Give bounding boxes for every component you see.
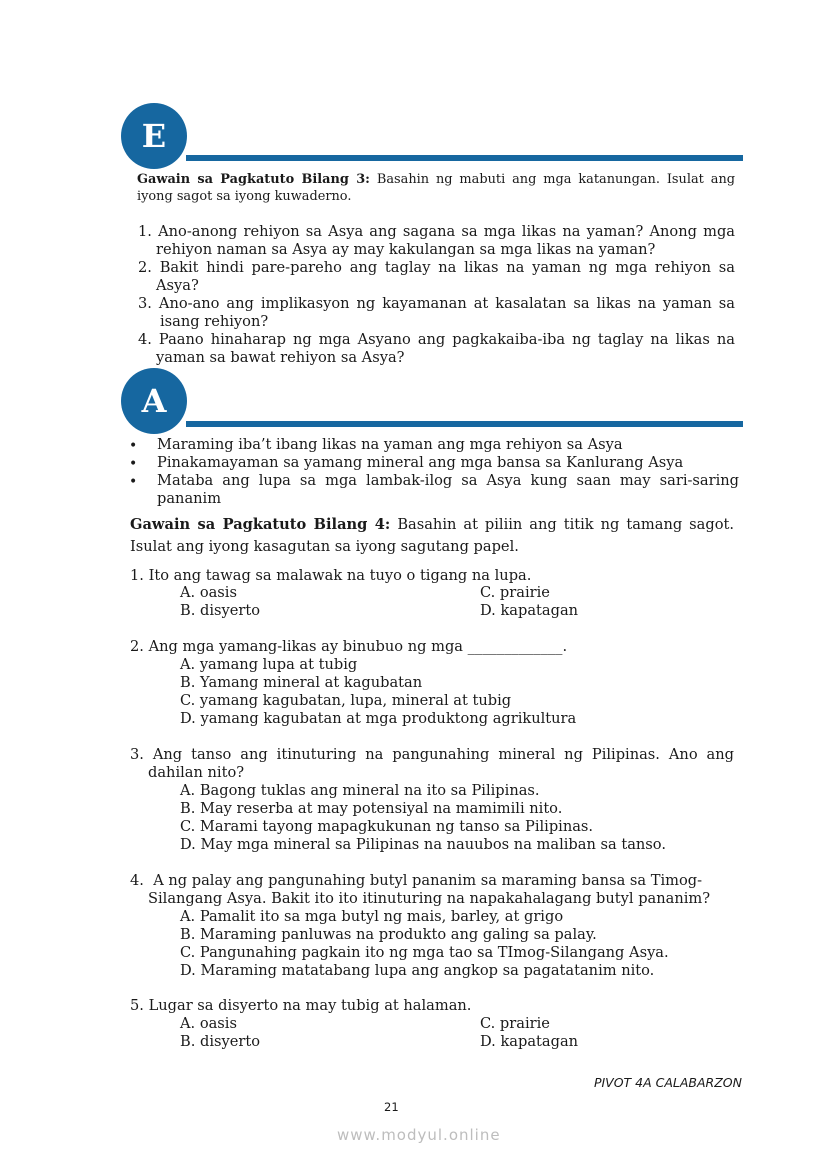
q2-choice-c: C. yamang kagubatan, lupa, mineral at tubig (180, 692, 512, 709)
q3-stem-line1: 3. Ang tanso ang itinuturing na pangunahing mineral ng Pilipinas. Ano ang (130, 746, 734, 763)
section-e-badge (121, 103, 187, 169)
q3-choice-c: C. Marami tayong mapagkukunan ng tanso sa Pilipinas. (180, 818, 594, 835)
q2-choice-d: D. yamang kagubatan at mga produktong agrikultura (180, 710, 577, 727)
q3-choice-b: B. May reserba at may potensiyal na mamimili nito. (180, 800, 563, 817)
q5-stem: 5. Lugar sa disyerto na may tubig at halaman. (130, 997, 472, 1014)
q1-choice-a: A. oasis (180, 584, 237, 601)
q4-choice-d: D. Maraming matatabang lupa ang angkop sa pagatatanim nito. (180, 962, 655, 979)
bullet-dot: • (129, 456, 138, 472)
section-e-letter: E (141, 117, 167, 155)
bullet-item: Pinakamayaman sa yamang mineral ang mga bansa sa Kanlurang Asya (157, 454, 684, 471)
q1-choice-b: B. disyerto (180, 602, 261, 619)
activity-4-instruction (130, 516, 734, 534)
q2-choice-a: A. yamang lupa at tubig (180, 656, 358, 673)
activity-4-text-line2: Isulat ang iyong kasagutan sa iyong sagutang papel. (130, 538, 519, 555)
question-e2-line2: Asya? (156, 277, 199, 294)
q4-choice-c: C. Pangunahing pagkain ito ng mga tao sa TImog-Silangang Asya. (180, 944, 669, 961)
q1-choice-d: D. kapatagan (480, 602, 579, 619)
q4-choice-b: B. Maraming panluwas na produkto ang galing sa palay. (180, 926, 597, 943)
activity-3-title: Gawain sa Pagkatuto Bilang 3: (137, 172, 370, 187)
q2-choice-b: B. Yamang mineral at kagubatan (180, 674, 423, 691)
section-a-divider (186, 421, 743, 427)
question-e3-line2: isang rehiyon? (160, 313, 269, 330)
q1-choice-c: C. prairie (480, 584, 550, 601)
q1-stem: 1. Ito ang tawag sa malawak na tuyo o tigang na lupa. (130, 567, 532, 584)
activity-3-text-line2: iyong sagot sa iyong kuwaderno. (137, 189, 352, 204)
q3-stem-line2: dahilan nito? (148, 764, 245, 781)
bullet-item: Maraming iba’t ibang likas na yaman ang mga rehiyon sa Asya (157, 436, 623, 453)
q4-stem-line1: 4. A ng palay ang pangunahing butyl pananim sa maraming bansa sa Timog- (130, 872, 703, 889)
question-e4-line2: yaman sa bawat rehiyon sa Asya? (156, 349, 405, 366)
q4-choice-a: A. Pamalit ito sa mga butyl ng mais, barley, at grigo (180, 908, 564, 925)
q5-choice-c: C. prairie (480, 1015, 550, 1032)
q5-choice-b: B. disyerto (180, 1033, 261, 1050)
watermark: www.modyul.online (337, 1126, 501, 1144)
activity-3-instruction (137, 171, 735, 189)
section-a-badge (121, 368, 187, 434)
q4-stem-line2: Silangang Asya. Bakit ito ito itinuturing na napakahalagang butyl pananim? (148, 890, 711, 907)
question-e1-line1: 1. Ano-anong rehiyon sa Asya ang sagana sa mga likas na yaman? Anong mga (138, 223, 735, 240)
question-e2-line1: 2. Bakit hindi pare-pareho ang taglay na likas na yaman ng mga rehiyon sa (138, 259, 735, 276)
section-e-divider (186, 155, 743, 161)
activity-4-text-line1: Basahin at piliin ang titik ng tamang sagot. (397, 516, 734, 533)
q3-choice-a: A. Bagong tuklas ang mineral na ito sa Pilipinas. (180, 782, 540, 799)
q3-choice-d: D. May mga mineral sa Pilipinas na nauubos na maliban sa tanso. (180, 836, 666, 853)
bullet-item-continuation: pananim (157, 490, 222, 507)
question-e3-line1: 3. Ano-ano ang implikasyon ng kayamanan at kasalatan sa likas na yaman sa (138, 295, 735, 312)
page-number: 21 (384, 1100, 399, 1114)
bullet-item: Mataba ang lupa sa mga lambak-ilog sa Asya kung saan may sari-saring (157, 472, 739, 489)
activity-3-text-line1: Basahin ng mabuti ang mga katanungan. Isulat ang (376, 172, 735, 187)
section-a-letter: A (141, 382, 167, 420)
activity-4-title: Gawain sa Pagkatuto Bilang 4: (130, 516, 391, 533)
footer-label: PIVOT 4A CALABARZON (593, 1075, 742, 1090)
bullet-dot: • (129, 474, 138, 490)
q5-choice-a: A. oasis (180, 1015, 237, 1032)
bullet-dot: • (129, 438, 138, 454)
question-e4-line1: 4. Paano hinaharap ng mga Asyano ang pagkakaiba-iba ng taglay na likas na (138, 331, 735, 348)
question-e1-line2: rehiyon naman sa Asya ay may kakulangan sa mga likas na yaman? (156, 241, 656, 258)
q5-choice-d: D. kapatagan (480, 1033, 579, 1050)
q2-stem: 2. Ang mga yamang-likas ay binubuo ng mga _____________. (130, 638, 568, 655)
